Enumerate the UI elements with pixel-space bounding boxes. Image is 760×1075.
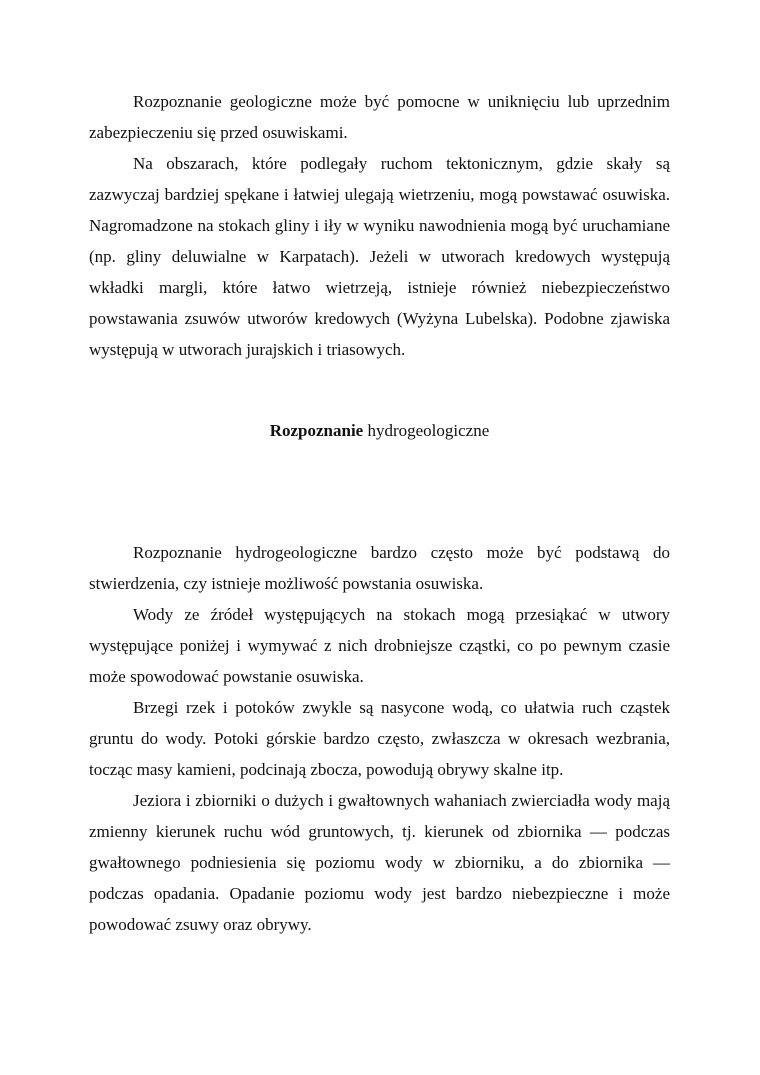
paragraph-lakes-reservoirs: Jeziora i zbiorniki o dużych i gwałtownych wahaniach zwierciadła wody mają zmienny kierunek ruchu wód gruntowych, tj. kierunek od zbiornika — podczas gwałtownego podniesienia się poziomu wody w zbiorniku, a do zbiornika — podczas opadania. Opadanie poziomu wody jest bardzo niebezpieczne i może powodować zsuwy oraz obrywy. xyxy=(89,791,670,934)
paragraph-springs: Wody ze źródeł występujących na stokach mogą przesiąkać w utwory występujące poniżej i wymywać z nich drobniejsze cząstki, co po pewnym czasie może spowodować powstanie osuwiska. xyxy=(89,605,670,686)
heading-bold-word: Rozpoznanie xyxy=(269,421,364,440)
paragraph-hydro-intro: Rozpoznanie hydrogeologiczne bardzo często może być podstawą do stwierdzenia, czy istnieje możliwość powstania osuwiska. xyxy=(89,543,670,593)
heading-rest: hydrogeologiczne xyxy=(363,421,490,440)
paragraph-tectonic-areas: Na obszarach, które podlegały ruchom tektonicznym, gdzie skały są zazwyczaj bardziej spękane i łatwiej ulegają wietrzeniu, mogą powstawać osuwiska. Nagromadzone na stokach gliny i iły w wyniku nawodnienia mogą być uruchamiane (np. gliny deluwialne w Karpatach). Jeżeli w utworach kredowych występują wkładki margli, które łatwo wietrzeją, istnieje również niebezpieczeństwo powstawania zsuwów utworów kredowych (Wyżyna Lubelska). Podobne zjawiska występują w utworach jurajskich i triasowych. xyxy=(89,154,670,359)
section-hydrogeological xyxy=(89,537,670,940)
paragraph-geological-intro: Rozpoznanie geologiczne może być pomocne w uniknięciu lub uprzednim zabezpieczeniu się przed osuwiskami. xyxy=(89,92,670,142)
section-geological xyxy=(89,86,670,365)
section-heading-hydrogeological xyxy=(89,415,670,446)
paragraph-river-banks: Brzegi rzek i potoków zwykle są nasycone wodą, co ułatwia ruch cząstek gruntu do wody. Potoki górskie bardzo często, zwłaszcza w okresach wezbrania, tocząc masy kamieni, podcinają zbocza, powodują obrywy skalne itp. xyxy=(89,698,670,779)
